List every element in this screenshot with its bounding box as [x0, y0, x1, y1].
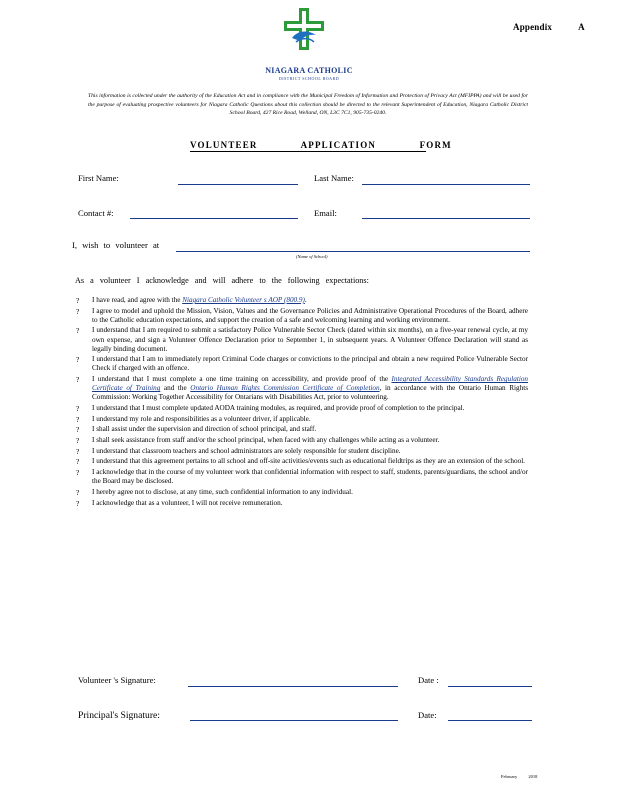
bullet-glyph: ?: [76, 436, 80, 446]
bullet-glyph: ?: [76, 425, 80, 435]
first-name-label: First Name:: [78, 173, 119, 183]
principal-date-label: Date:: [418, 710, 437, 720]
privacy-notice: This information is collected under the authority of the Education Act and in compliance with the Municipal Freedom of Information and Protection of Privacy Act (MFIPPA) and will be used for the purpose of evaluating prospective volunteers for Niagara Catholic Questions about this collection should be directed to the relevant Superintendent of Education, Niagara Catholic District School Board, 427 Rice Road, Welland, ON, L3C 7C1, 905-735-0240.: [88, 93, 528, 117]
list-item: ? I acknowledge that as a volunteer, I will not receive remuneration.: [76, 498, 283, 508]
last-name-field[interactable]: [362, 184, 530, 185]
principal-date-field[interactable]: [448, 720, 532, 721]
board-name: NIAGARA CATHOLIC: [265, 66, 353, 75]
bullet-glyph: ?: [76, 487, 80, 497]
contact-label: Contact #:: [78, 208, 114, 218]
bullet-glyph: ?: [76, 375, 80, 385]
school-name-field[interactable]: [176, 251, 530, 252]
principal-signature-field[interactable]: [190, 720, 398, 721]
list-item: ? I understand that I must complete a one time training on accessibility, and provide proof of the Integrated Accessibility Standards Regulation Certificate of Training and the Ontario Human Rights Commission Certificate of Completion, in accordance with the Ontario Human Rights Commission: Working Together Accessibility for Ontarians with Disabilities Act, prior to volunteering.: [76, 375, 529, 402]
principal-signature-label: Principal's Signature:: [78, 710, 160, 721]
bullet-glyph: ?: [76, 498, 80, 508]
school-name-caption: (Name of School): [296, 254, 328, 259]
list-item: ? I understand that this agreement pertains to all school and off-site activities/events such as educational fieldtrips as they are an extension of the school.: [76, 457, 525, 467]
bullet-glyph: ?: [76, 296, 80, 305]
volunteer-at-label: I, wish to volunteer at: [72, 240, 160, 250]
volunteer-date-field[interactable]: [448, 686, 532, 687]
list-item: ? I understand my role and responsibilities as a volunteer driver, if applicable.: [76, 414, 311, 424]
list-item: ? I have read, and agree with the Niagara Catholic Volunteer s AOP (800.9).: [76, 296, 307, 305]
bullet-glyph: ?: [76, 404, 80, 413]
form-title: VOLUNTEER APPLICATION FORM: [190, 140, 452, 150]
human-rights-certificate-link[interactable]: Ontario Human Rights Commission Certificate of Completion: [190, 384, 380, 393]
volunteer-signature-label: Volunteer 's Signature:: [78, 675, 156, 685]
bullet-glyph: ?: [76, 414, 80, 424]
accessibility-certificate-link[interactable]: Integrated Accessibility Standards Regulation Certificate of Training: [92, 375, 529, 393]
appendix-letter: A: [578, 22, 585, 32]
email-field[interactable]: [362, 218, 530, 219]
list-item: ? I agree to model and uphold the Mission, Vision, Values and the Governance Policies and Administrative Operational Procedures of the Board, adhere to the Catholic education expectations, and support the creation of a safe and welcoming learning and working environment.: [76, 306, 528, 324]
appendix-label: [513, 22, 585, 32]
bullet-glyph: ?: [76, 446, 80, 456]
list-item: ? I understand that I am required to submit a satisfactory Police Vulnerable Sector Check (dated within six months), on a five-year renewal cycle, at my own expense, and sign a Volunteer Offence Declaration prior to September 1, in subsequent years. A Volunteer Offence Declaration will stand as legally binding document.: [76, 326, 528, 353]
expectations-list: [76, 296, 528, 509]
bullet-glyph: ?: [76, 457, 80, 467]
bullet-glyph: ?: [76, 326, 80, 336]
list-item: ? I understand that I must complete updated AODA training modules, as required, and provide proof of completion to the principal.: [76, 404, 465, 413]
volunteer-date-label: Date :: [418, 675, 439, 685]
bullet-glyph: ?: [76, 468, 80, 478]
list-item: ? I understand that I am to immediately report Criminal Code charges or convictions to the principal and obtain a new required Police Vulnerable Sector Check if charged with an offence.: [76, 355, 528, 373]
last-name-label: Last Name:: [314, 173, 354, 183]
board-subtitle: DISTRICT SCHOOL BOARD: [278, 76, 340, 81]
volunteer-aop-link[interactable]: Niagara Catholic Volunteer s AOP (800.9): [182, 296, 305, 304]
list-item: ? I hereby agree not to disclose, at any time, such confidential information to any individual.: [76, 487, 353, 497]
first-name-field[interactable]: [178, 184, 298, 185]
list-item: ? I understand that classroom teachers and school administrators are solely responsible for student discipline.: [76, 446, 401, 456]
bullet-glyph: ?: [76, 355, 80, 365]
list-item: ? I shall assist under the supervision and direction of school principal, and staff.: [76, 425, 317, 435]
appendix-word: Appendix: [513, 22, 553, 32]
volunteer-signature-field[interactable]: [188, 686, 398, 687]
cross-dove-logo-icon: [282, 8, 326, 50]
footer-date: February 2018: [501, 774, 538, 779]
expectations-intro: As a volunteer I acknowledge and will adhere to the following expectations:: [75, 276, 369, 285]
bullet-glyph: ?: [76, 306, 80, 316]
email-label: Email:: [314, 208, 337, 218]
contact-field[interactable]: [130, 218, 298, 219]
list-item: ? I acknowledge that in the course of my volunteer work that confidential information with respect to staff, students, parents/guardians, the school and/or the Board may be disclosed.: [76, 468, 528, 486]
list-item: ? I shall seek assistance from staff and/or the school principal, when faced with any challenges while acting as a volunteer.: [76, 436, 440, 446]
